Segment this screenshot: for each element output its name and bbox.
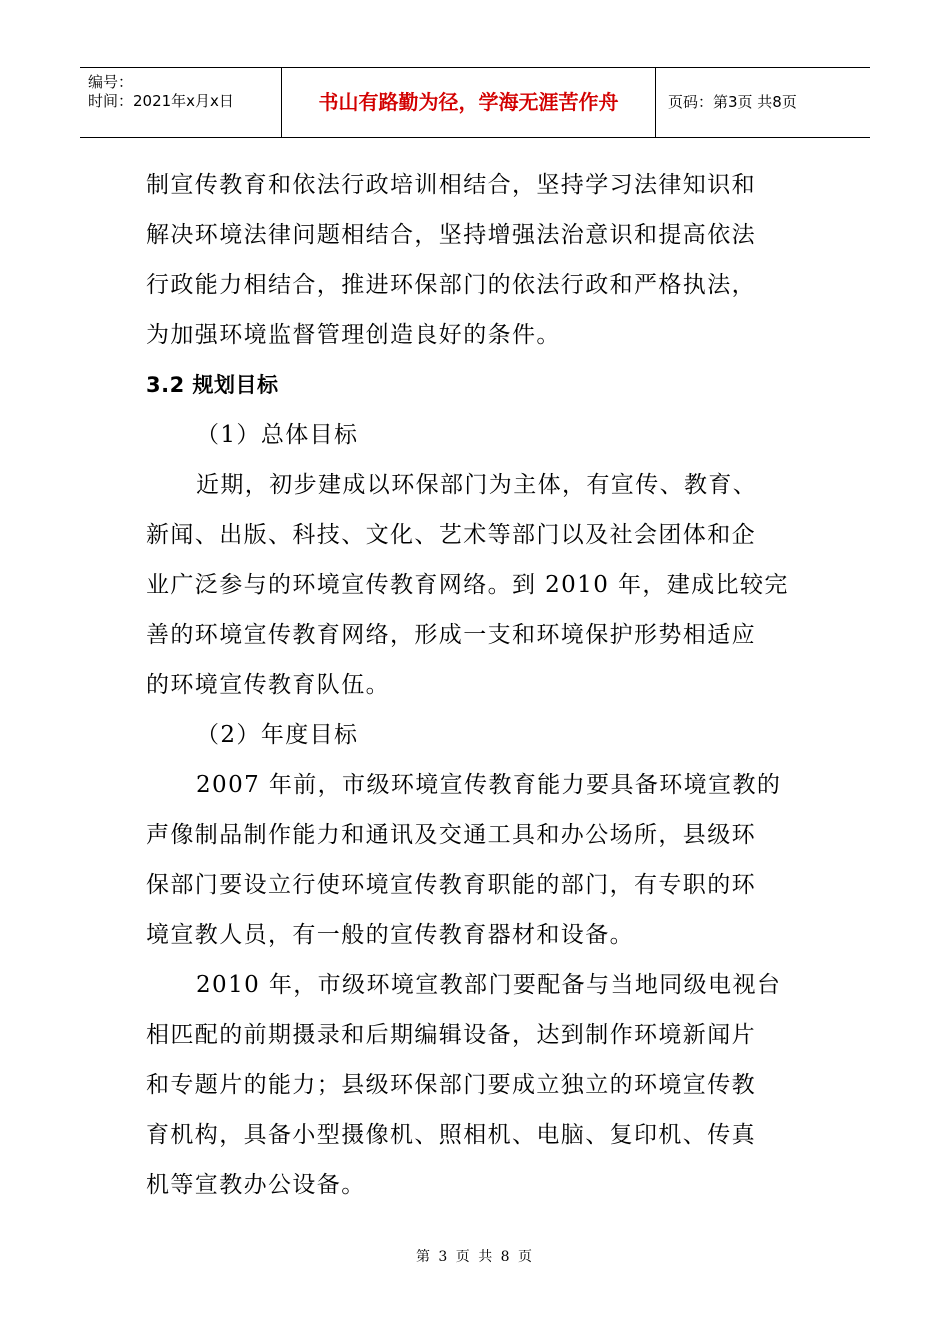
paragraph-line: 声像制品制作能力和通讯及交通工具和办公场所，县级环: [146, 822, 756, 848]
paragraph-line: 机等宣教办公设备。: [146, 1172, 366, 1198]
header-motto: 书山有路勤为径，学海无涯苦作舟: [281, 68, 656, 137]
paragraph-line: 善的环境宣传教育网络，形成一支和环境保护形势相适应: [146, 622, 756, 648]
paragraph-line: 2007 年前，市级环境宣传教育能力要具备环境宣教的: [196, 772, 782, 798]
paragraph-line: 行政能力相结合，推进环保部门的依法行政和严格执法，: [146, 272, 756, 298]
document-body: [146, 160, 806, 1210]
page-header: [80, 67, 870, 138]
page-footer: 第 3 页 共 8 页: [415, 1249, 535, 1265]
section-heading: 3.2 规划目标: [146, 373, 279, 397]
paragraph-line: 为加强环境监督管理创造良好的条件。: [146, 322, 561, 348]
paragraph-line: 2010 年，市级环境宣教部门要配备与当地同级电视台: [196, 972, 782, 998]
paragraph-line: 解决环境法律问题相结合，坚持增强法治意识和提高依法: [146, 222, 756, 248]
serial-label: 编号：: [88, 73, 134, 91]
header-page-info: 页码：第3页 共8页: [668, 93, 797, 111]
paragraph-line: 业广泛参与的环境宣传教育网络。到 2010 年，建成比较完: [146, 572, 789, 598]
header-meta: [80, 68, 281, 137]
time-label: 时间：2021年x月x日: [88, 92, 234, 110]
paragraph-line: 保部门要设立行使环境宣传教育职能的部门，有专职的环: [146, 872, 756, 898]
paragraph-line: 和专题片的能力；县级环保部门要成立独立的环境宣传教: [146, 1072, 756, 1098]
paragraph-line: 近期，初步建成以环保部门为主体，有宣传、教育、: [196, 472, 758, 498]
paragraph-line: 相匹配的前期摄录和后期编辑设备，达到制作环境新闻片: [146, 1022, 756, 1048]
paragraph-line: 育机构，具备小型摄像机、照相机、电脑、复印机、传真: [146, 1122, 756, 1148]
subsection-title: （1）总体目标: [196, 422, 359, 448]
subsection-title: （2）年度目标: [196, 722, 359, 748]
paragraph-line: 新闻、出版、科技、文化、艺术等部门以及社会团体和企: [146, 522, 756, 548]
paragraph-line: 境宣教人员，有一般的宣传教育器材和设备。: [146, 922, 634, 948]
paragraph-line: 制宣传教育和依法行政培训相结合，坚持学习法律知识和: [146, 172, 756, 198]
paragraph-line: 的环境宣传教育队伍。: [146, 672, 390, 698]
